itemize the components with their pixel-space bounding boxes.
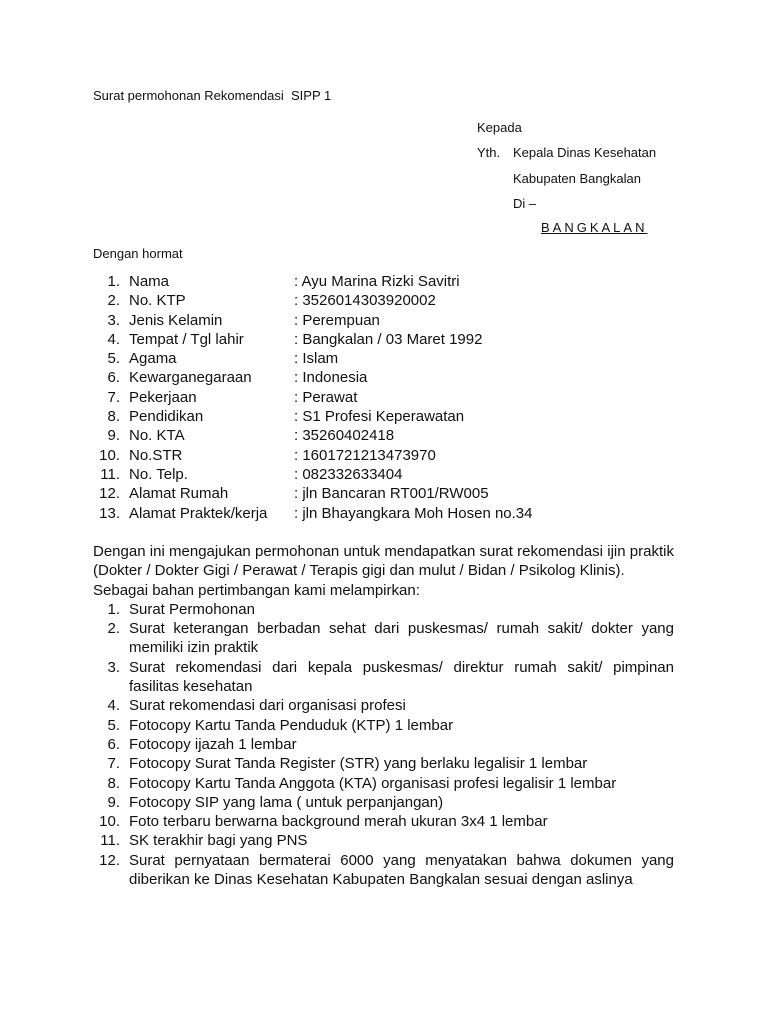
attachment-item <box>93 851 674 890</box>
field-row <box>93 407 693 426</box>
attachment-text: Surat pernyataan bermaterai 6000 yang menyatakan bahwa dokumen yang diberikan ke Dinas Kesehatan Kabupaten Bangkalan sesuai dengan aslinya <box>129 851 674 889</box>
attachments-intro: Sebagai bahan pertimbangan kami melampirkan: <box>93 581 420 599</box>
field-row <box>93 465 693 484</box>
attachment-number: 2. <box>107 620 120 638</box>
attachment-text: Surat Permohonan <box>129 600 255 618</box>
field-value: : Perawat <box>294 388 358 406</box>
field-value: : Islam <box>294 350 339 368</box>
field-number: 5. <box>107 350 120 368</box>
address-city: BANGKALAN <box>541 220 648 235</box>
field-label: Kewarganegaraan <box>129 369 252 387</box>
attachment-number: 4. <box>107 697 120 715</box>
field-row <box>93 388 693 407</box>
field-number: 11. <box>100 465 120 483</box>
field-value: : 35260402418 <box>294 427 395 445</box>
attachment-number: 7. <box>107 755 120 773</box>
attachment-item <box>93 735 674 754</box>
attachment-number: 1. <box>107 600 120 618</box>
attachment-text: Fotocopy ijazah 1 lembar <box>129 735 297 753</box>
attachment-number: 8. <box>107 774 120 792</box>
field-label: Jenis Kelamin <box>129 311 223 329</box>
attachment-number: 9. <box>107 793 120 811</box>
field-row <box>93 311 693 330</box>
field-row <box>93 330 693 349</box>
attachment-text: Surat keterangan berbadan sehat dari puskesmas/ rumah sakit/ dokter yang memiliki izin praktik <box>129 620 674 657</box>
attachment-number: 10. <box>99 813 120 831</box>
field-label: No.STR <box>129 446 183 464</box>
address-line-1: Kepala Dinas Kesehatan <box>513 145 657 160</box>
field-row <box>93 349 693 368</box>
attachment-text: Surat rekomendasi dari kepala puskesmas/ direktur rumah sakit/ pimpinan fasilitas kesehatan <box>129 658 674 696</box>
attachment-text: Fotocopy Surat Tanda Register (STR) yang berlaku legalisir 1 lembar <box>129 755 588 773</box>
attachments-list <box>93 600 674 889</box>
attachment-item <box>93 696 674 715</box>
field-value: : S1 Profesi Keperawatan <box>294 408 465 426</box>
letter-body <box>93 542 674 889</box>
field-label: Nama <box>129 273 170 290</box>
field-label: Tempat / Tgl lahir <box>129 330 244 348</box>
attachment-text: Fotocopy Kartu Tanda Penduduk (KTP) 1 lembar <box>129 716 454 734</box>
field-value: : Indonesia <box>294 369 368 387</box>
attachment-text: Foto terbaru berwarna background merah ukuran 3x4 1 lembar <box>129 813 548 831</box>
field-label: No. KTP <box>129 292 186 310</box>
field-row <box>93 368 693 387</box>
field-row <box>93 446 693 465</box>
field-row <box>93 291 693 310</box>
field-number: 7. <box>107 388 120 406</box>
field-row <box>93 426 693 445</box>
attachment-item <box>93 619 674 658</box>
attachment-text: SK terakhir bagi yang PNS <box>129 832 308 850</box>
field-number: 12. <box>99 485 120 503</box>
field-value: : Ayu Marina Rizki Savitri <box>294 273 460 290</box>
field-label: Agama <box>129 350 177 368</box>
field-label: Alamat Rumah <box>129 485 229 503</box>
field-number: 4. <box>107 330 120 348</box>
field-label: Pekerjaan <box>129 388 197 406</box>
attachment-item <box>93 754 674 773</box>
field-number: 1. <box>107 273 120 290</box>
field-number: 13. <box>99 504 120 522</box>
field-label: No. KTA <box>129 427 185 445</box>
document-title: Surat permohonan Rekomendasi SIPP 1 <box>93 88 332 103</box>
field-value: : jln Bancaran RT001/RW005 <box>294 485 489 503</box>
field-row <box>93 504 693 523</box>
request-paragraph: Dengan ini mengajukan permohonan untuk mendapatkan surat rekomendasi ijin praktik (Dokter / Dokter Gigi / Perawat / Terapis gigi dan mulut / Bidan / Psikolog Klinis). <box>93 543 674 580</box>
attachment-text: Fotocopy Kartu Tanda Anggota (KTA) organisasi profesi legalisir 1 lembar <box>129 774 617 792</box>
attachment-number: 5. <box>107 716 120 734</box>
field-label: Alamat Praktek/kerja <box>129 504 268 522</box>
address-line-2: Kabupaten Bangkalan <box>513 171 641 186</box>
attachment-item <box>93 793 674 812</box>
field-value: : jln Bhayangkara Moh Hosen no.34 <box>294 504 533 522</box>
field-value: : Perempuan <box>294 311 380 329</box>
field-number: 2. <box>107 292 120 310</box>
field-label: Pendidikan <box>129 408 204 426</box>
field-row <box>93 272 693 291</box>
attachment-item <box>93 812 674 831</box>
field-value: : 1601721213473970 <box>294 446 436 464</box>
attachment-number: 3. <box>107 658 120 676</box>
attachment-number: 6. <box>107 735 120 753</box>
field-number: 9. <box>107 427 120 445</box>
field-number: 10. <box>99 446 120 464</box>
attachment-text: Surat rekomendasi dari organisasi profesi <box>129 697 406 715</box>
address-kepada: Kepada <box>477 120 522 135</box>
field-row <box>93 484 693 503</box>
address-yth: Yth. <box>477 145 501 160</box>
field-value: : 082332633404 <box>294 465 403 483</box>
field-number: 3. <box>107 311 120 329</box>
attachment-item <box>93 600 674 619</box>
attachment-number: 12. <box>99 851 120 869</box>
field-value: : 3526014303920002 <box>294 292 436 310</box>
attachment-text: Fotocopy SIP yang lama ( untuk perpanjangan) <box>129 793 444 811</box>
greeting: Dengan hormat <box>93 246 183 261</box>
field-value: : Bangkalan / 03 Maret 1992 <box>294 330 483 348</box>
attachment-item <box>93 658 674 697</box>
attachment-item <box>93 716 674 735</box>
field-number: 6. <box>107 369 120 387</box>
attachment-number: 11. <box>100 832 120 850</box>
field-number: 8. <box>107 408 120 426</box>
field-label: No. Telp. <box>129 465 188 483</box>
applicant-fields <box>93 272 693 523</box>
attachment-item <box>93 831 674 850</box>
attachment-item <box>93 774 674 793</box>
address-line-3: Di – <box>513 196 537 211</box>
